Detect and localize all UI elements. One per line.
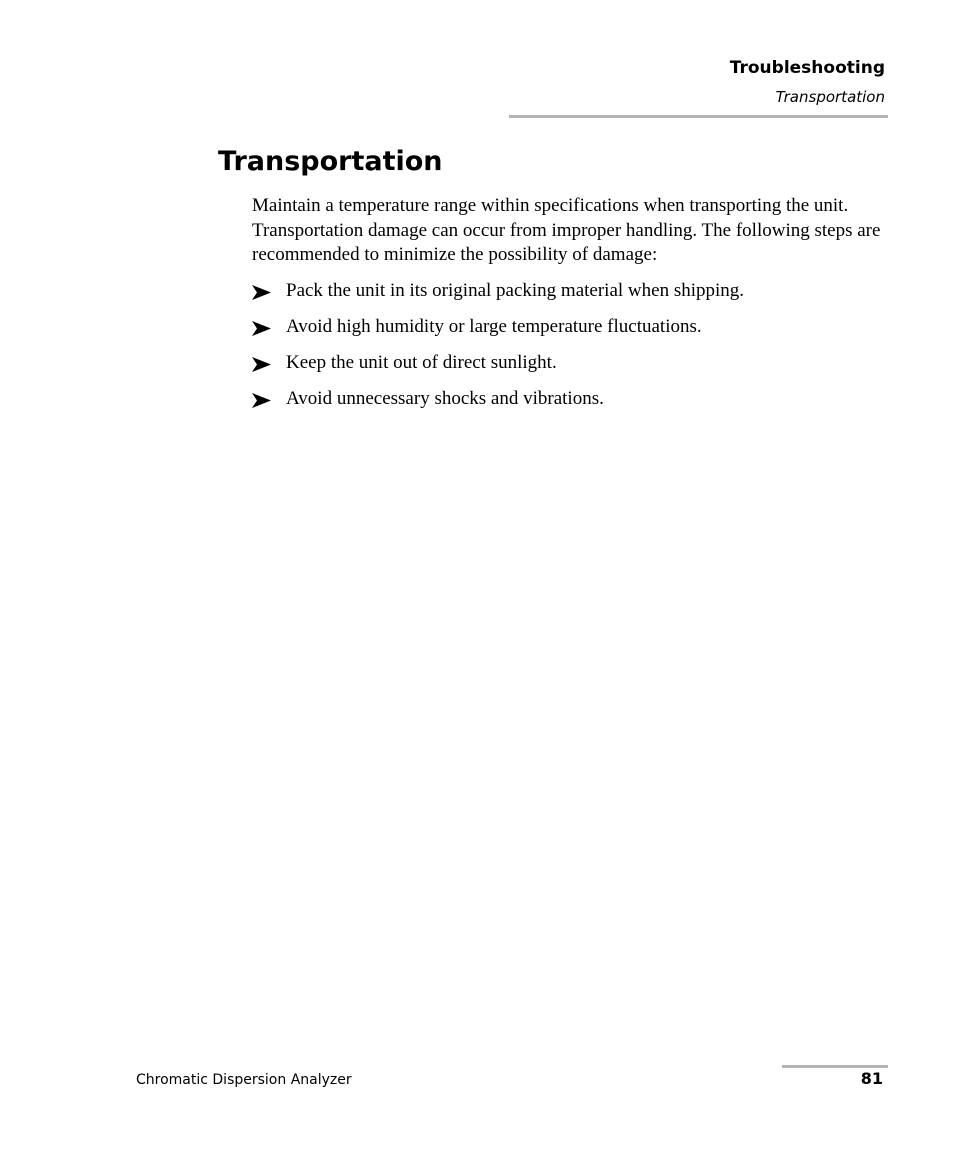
- intro-paragraph: Maintain a temperature range within specifications when transporting the unit. Transportation damage can occur from improper handling. The following steps are recommended to minimize the possibility of damage:: [252, 195, 881, 265]
- step-text: Avoid high humidity or large temperature fluctuations.: [286, 316, 702, 337]
- list-item: [252, 315, 882, 351]
- step-text: Keep the unit out of direct sunlight.: [286, 352, 557, 373]
- footer-rule: [782, 1065, 888, 1068]
- running-header-section: Transportation: [775, 88, 885, 106]
- arrow-right-icon: [252, 357, 271, 372]
- arrow-right-icon: [252, 393, 271, 408]
- arrow-right-icon: [252, 285, 271, 300]
- running-header-chapter: Troubleshooting: [729, 58, 885, 78]
- list-item: [252, 351, 882, 387]
- arrow-right-icon: [252, 321, 271, 336]
- step-text: Pack the unit in its original packing material when shipping.: [286, 280, 745, 301]
- footer-product-name: Chromatic Dispersion Analyzer: [136, 1072, 352, 1088]
- list-item: [252, 279, 882, 315]
- list-item: [252, 387, 882, 423]
- step-text: Avoid unnecessary shocks and vibrations.: [286, 388, 604, 409]
- header-rule: [509, 115, 888, 118]
- page-number: 81: [860, 1069, 883, 1088]
- section-heading: Transportation: [218, 146, 443, 177]
- steps-list: [252, 279, 882, 423]
